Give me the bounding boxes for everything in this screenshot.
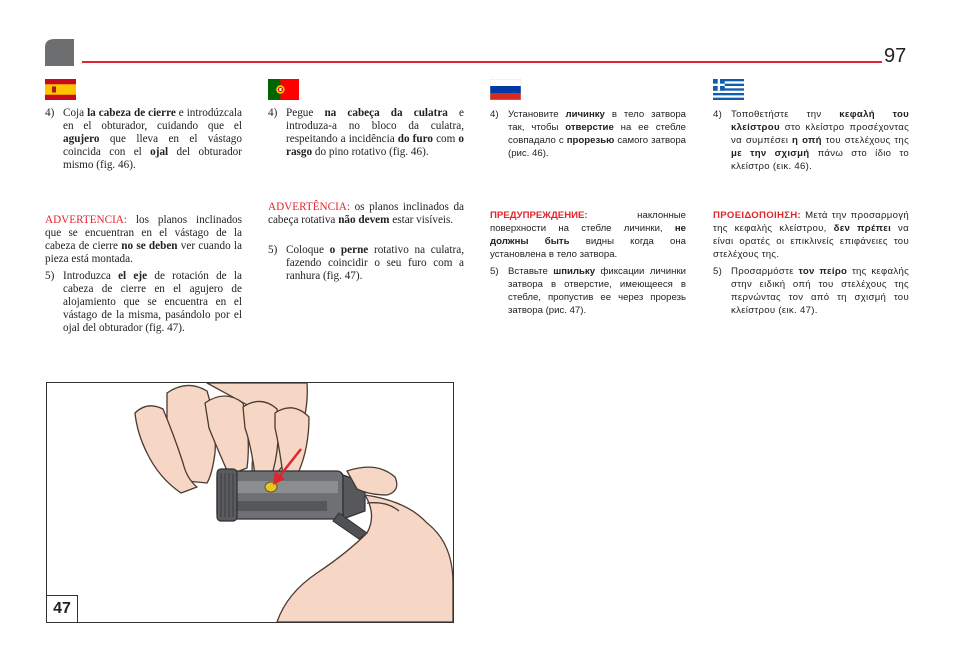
step-text: Coja la cabeza de cierre e introdúzcala en el obturador, cuidando que el agujero que lleva en el vástago coincida con el ojal del obturador mismo (fig. 46). [63,107,242,171]
step-number: 4) [268,107,278,119]
hands-assembling-bolt-illustration-icon [47,383,453,622]
portugal-flag-icon [268,79,299,100]
page-number: 97 [884,45,907,67]
warning-label: ADVERTENCIA: [45,214,127,226]
warning-label: ΠΡΟΕΙΔΟΠΟΙΗΣΗ: [713,210,802,221]
warning-paragraph: ADVERTENCIA: los planos inclinados que se encuentran en el vástago de la cabeza de cierre no se deben ver cuando la pieza está montada. [45,214,243,265]
warning-paragraph: ADVERTÊNCIA: os planos inclinados da cabeça rotativa não devem estar visíveis. [268,201,464,226]
step-text: Pegue na cabeça da culatra e introduza-a no bloco da culatra, respeitando a incidência do furo com o rasgo do pino rotativo (fig. 46). [286,107,465,158]
column-greek [713,108,909,317]
figure-47 [46,382,454,623]
column-russian [490,108,686,317]
figure-label: 47 [47,595,78,622]
column-spanish [45,107,242,335]
header-rule [82,61,882,63]
step-number: 4) [45,107,55,119]
step-4 [268,107,464,159]
step-text: Установите личинку в тело затвора так, чтобы отверстие на ее стебле совпадало с прорезью самого затвора (рис. 46). [508,109,687,159]
step-text: Introduzca el eje de rotación de la cabeza de cierre en el agujero de alojamiento que se encuentra en el vástago de la misma, pasándolo por el ojal del obturador (fig. 47). [63,270,242,334]
step-text: Τοποθετήστε την κεφαλή του κλείστρου στο κλείστρο προσέχοντας να συμπέσει η οπή του στελέχους της με την σχισμή πάνω στο ίδιο το κλείστρο (εικ. 46). [731,109,910,172]
step-number: 4) [490,109,499,120]
step-5 [713,265,909,317]
spain-flag-icon [45,79,76,100]
russia-flag-icon [490,79,521,100]
step-text: Προσαρμόστε τον πείρο της κεφαλής στην ειδική οπή του στελέχους της περνώντας τον από τη σχισμή του κλείστρου (εικ. 47). [731,266,910,316]
warning-paragraph: ΠΡΟΕΙΔΟΠΟΙΗΣΗ: Μετά την προσαρμογή της κεφαλής κλείστρου, δεν πρέπει να είναι ορατές οι επικλινείς επιφάνειες του στελέχους της. [713,210,909,260]
step-4 [45,107,242,172]
warning-paragraph: ПРЕДУПРЕЖДЕНИЕ: наклонные поверхности на стебле личинки, не должны быть видны когда она установлена в тело затвора. [490,210,686,260]
greece-flag-icon [713,79,744,100]
step-4 [490,108,686,160]
step-number: 5) [713,266,723,277]
step-5 [45,270,242,335]
step-number: 5) [490,266,499,277]
column-portuguese [268,107,464,283]
step-5 [490,265,686,317]
warning-label: ПРЕДУПРЕЖДЕНИЕ: [490,210,588,221]
warning-label: ADVERTÊNCIA: [268,201,350,213]
step-text: Coloque o perne rotativo na culatra, fazendo coincidir o seu furo com a ranhura (fig. 47). [286,244,464,282]
brand-logo-icon [45,39,74,66]
step-5 [268,244,464,283]
step-text: Вставьте шпильку фиксации личинки затвора в отверстие, имеющееся в стебле, пропустив ее через прорезь затвора (рис. 47). [508,266,687,316]
step-number: 5) [45,270,55,282]
step-number: 5) [268,244,278,256]
step-number: 4) [713,109,723,120]
step-4 [713,108,909,173]
